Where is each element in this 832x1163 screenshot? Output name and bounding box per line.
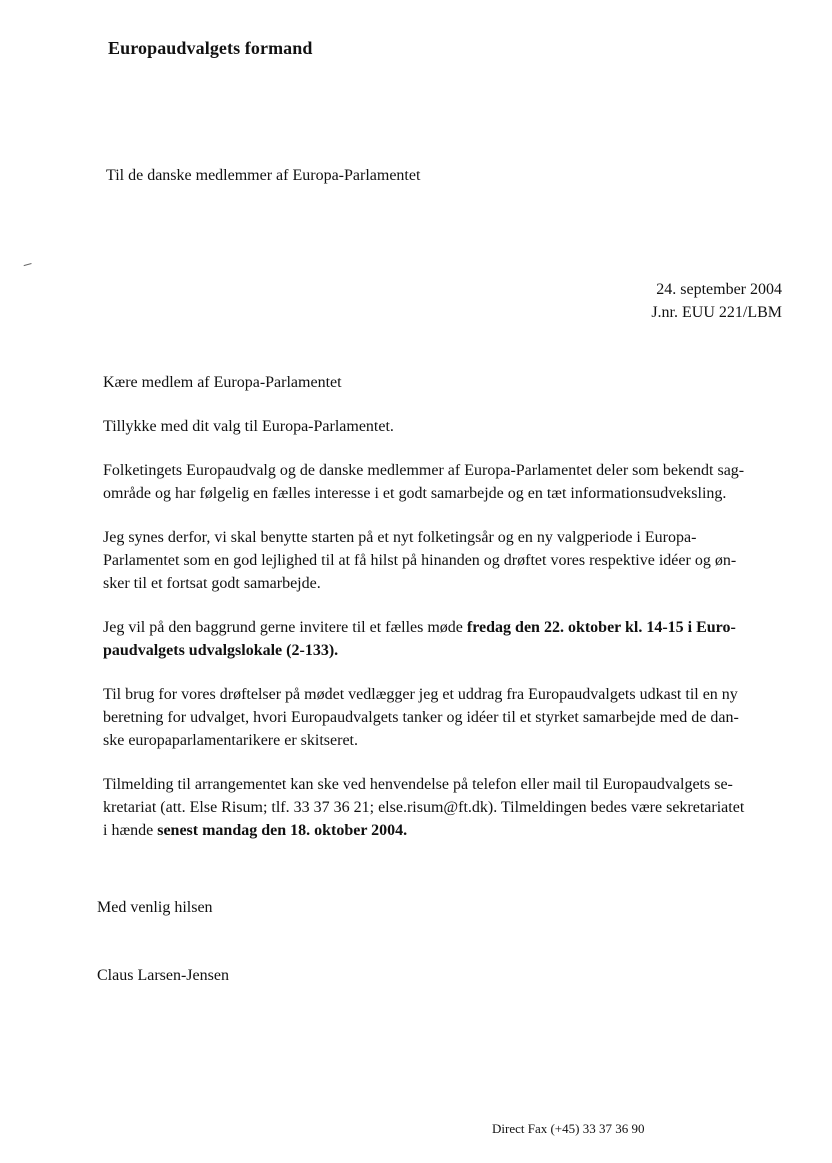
date-reference-block	[651, 278, 782, 324]
paragraph-line: område og har følgelig en fælles interesse i et godt samarbejde og en tæt informationsudveksling.	[103, 485, 727, 502]
letter-date: 24. september 2004	[656, 281, 782, 298]
paragraph-line	[103, 819, 773, 842]
paragraph-attachment	[103, 683, 773, 752]
paragraph-line	[103, 639, 773, 662]
paragraph-line: Parlamentet som en god lejlighed til at få hilst på hinanden og drøftet vores respektive idéer og øn-	[103, 552, 737, 569]
invitation-text: Jeg vil på den baggrund gerne invitere til et fælles møde	[103, 619, 467, 636]
paragraph-shared-interest	[103, 459, 773, 505]
letterhead-title: Europaudvalgets formand	[108, 38, 313, 58]
footer-fax: Direct Fax (+45) 33 37 36 90	[492, 1121, 645, 1136]
journal-number: J.nr. EUU 221/LBM	[651, 304, 782, 321]
paragraph-line: sker til et fortsat godt samarbejde.	[103, 575, 321, 592]
paragraph-line: Jeg synes derfor, vi skal benytte starten på et nyt folketingsår og en ny valgperiode i Europa-	[103, 529, 697, 546]
registration-text: i hænde	[103, 822, 158, 839]
paragraph-registration	[103, 773, 773, 842]
salutation	[103, 371, 773, 394]
meeting-time-bold: fredag den 22. oktober kl. 14-15 i Euro-	[466, 619, 736, 636]
closing-line: Med venlig hilsen	[97, 899, 213, 916]
salutation-text: Kære medlem af Europa-Parlamentet	[103, 374, 342, 391]
paragraph-congratulations	[103, 415, 773, 438]
paragraph-line: Tilmelding til arrangementet kan ske ved henvendelse på telefon eller mail til Europaudvalgets se-	[103, 776, 733, 793]
paragraph-line: beretning for udvalget, hvori Europaudvalgets tanker og idéer til et styrket samarbejde med de dan-	[103, 709, 739, 726]
paragraph-line: Folketingets Europaudvalg og de danske medlemmer af Europa-Parlamentet deler som bekendt sag-	[103, 462, 745, 479]
meeting-location-bold: paudvalgets udvalgslokale (2-133).	[103, 642, 339, 659]
recipient-line: Til de danske medlemmer af Europa-Parlamentet	[106, 167, 421, 184]
paragraph-line: ske europaparlamentarikere er skitseret.	[103, 732, 358, 749]
paragraph-proposal	[103, 526, 773, 595]
paragraph-line: Til brug for vores drøftelser på mødet vedlægger jeg et uddrag fra Europaudvalgets udkast til en ny	[103, 686, 738, 703]
paragraph-line	[103, 616, 773, 639]
scan-artifact-mark	[24, 263, 33, 269]
paragraph-line: Tillykke med dit valg til Europa-Parlamentet.	[103, 418, 394, 435]
registration-deadline-bold: senest mandag den 18. oktober 2004.	[157, 822, 408, 839]
paragraph-line: kretariat (att. Else Risum; tlf. 33 37 36 21; else.risum@ft.dk). Tilmeldingen bedes være sekretariatet	[103, 799, 745, 816]
letter-body	[103, 371, 773, 863]
paragraph-invitation	[103, 616, 773, 662]
signature-name: Claus Larsen-Jensen	[97, 967, 229, 984]
